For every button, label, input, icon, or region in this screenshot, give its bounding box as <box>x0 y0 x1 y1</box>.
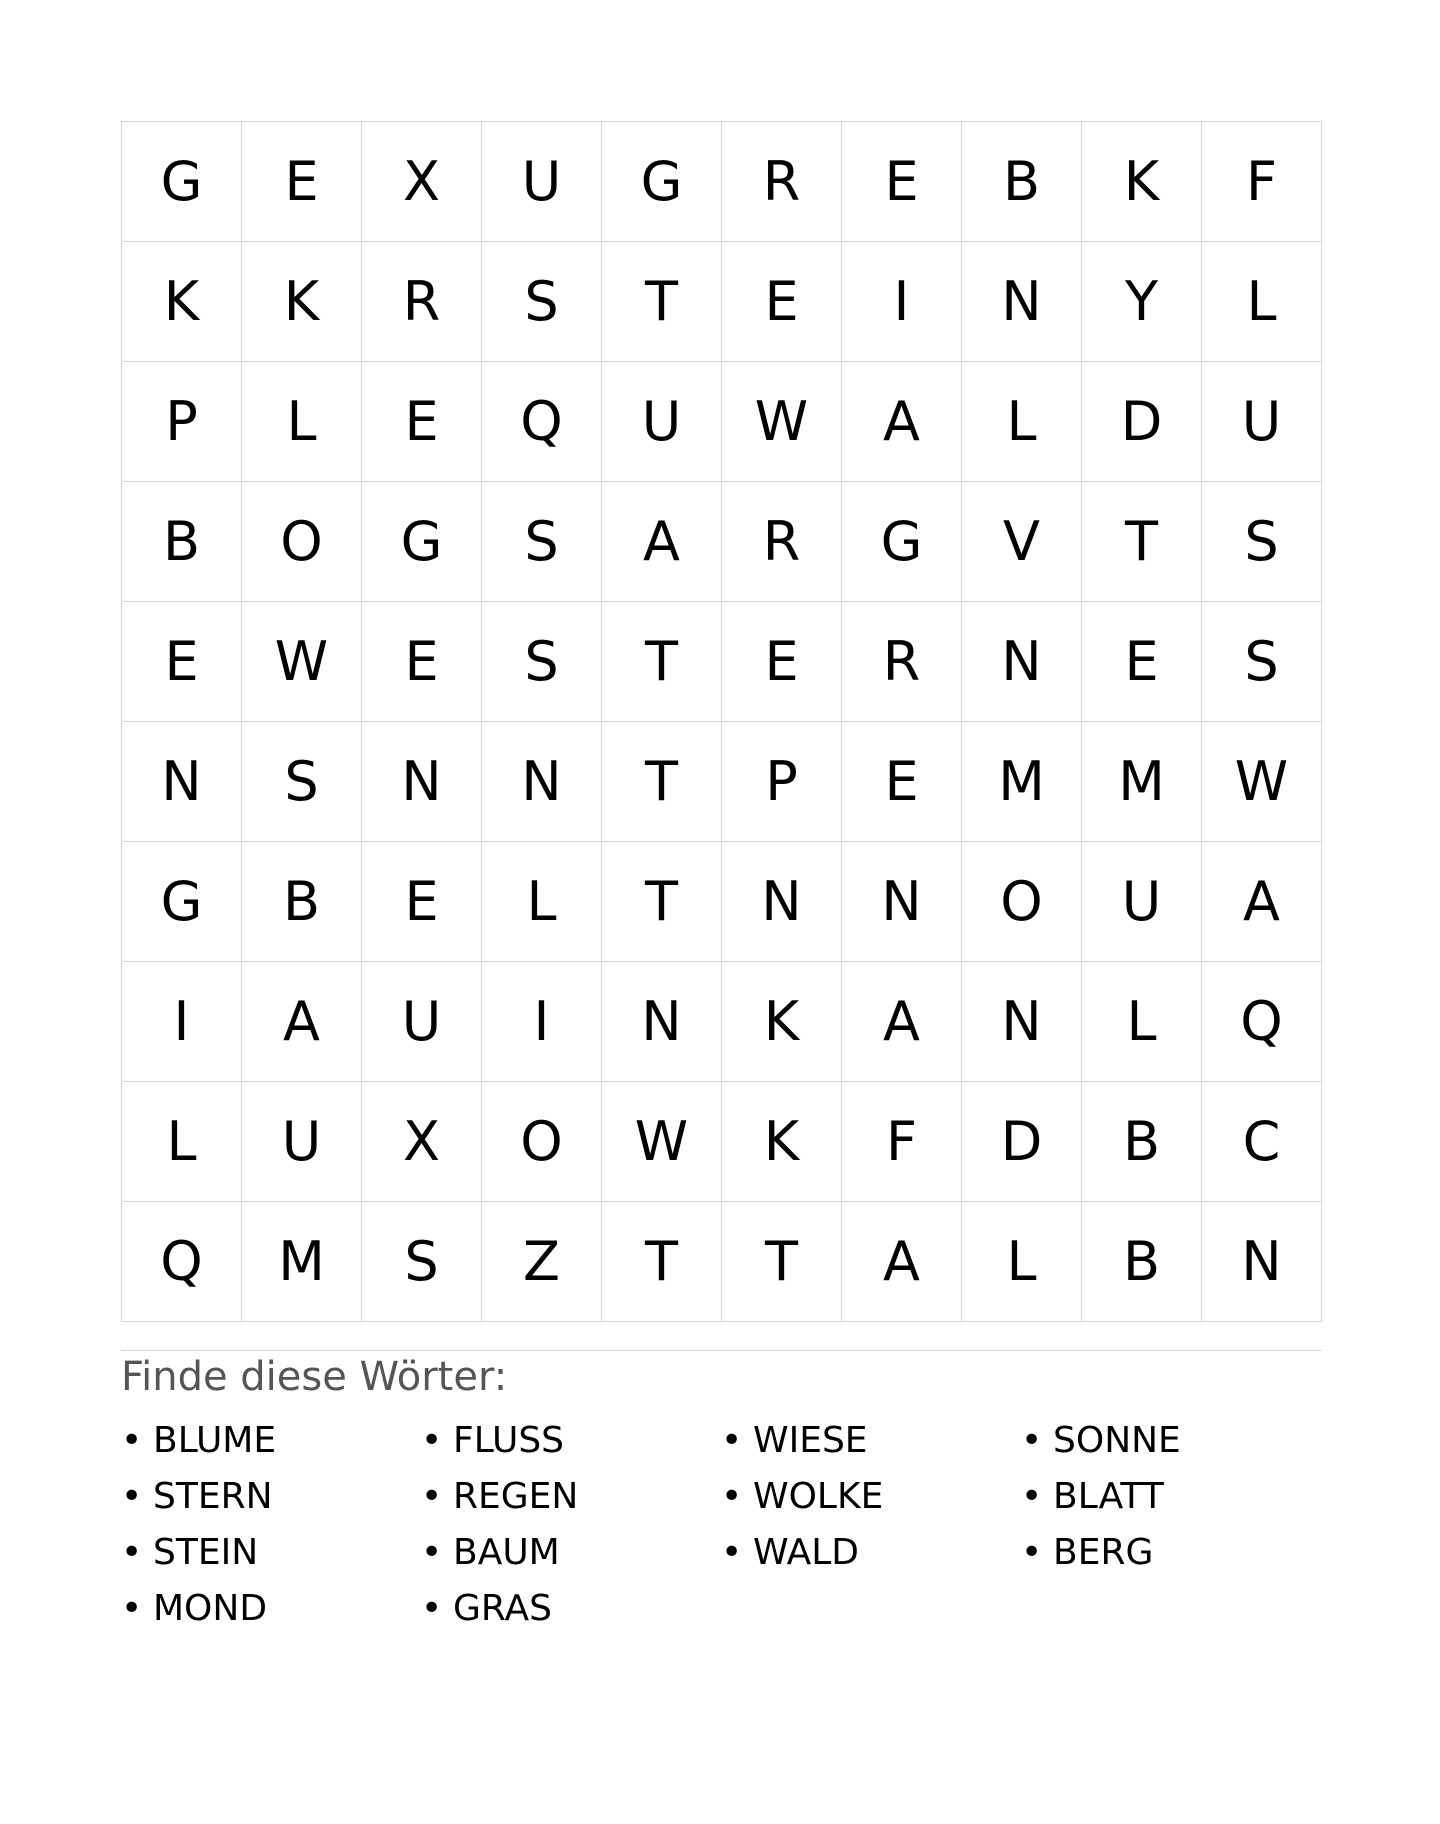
grid-cell[interactable]: G <box>602 122 722 242</box>
word-list-item <box>421 1525 560 1581</box>
grid-cell[interactable]: Q <box>1202 962 1322 1082</box>
grid-cell[interactable]: N <box>962 242 1082 362</box>
grid-cell[interactable]: C <box>1202 1082 1322 1202</box>
grid-cell[interactable]: X <box>362 1082 482 1202</box>
word-list-item <box>721 1413 868 1469</box>
word-list-item <box>721 1469 883 1525</box>
bullet-icon: • <box>1021 1476 1043 1517</box>
grid-cell[interactable]: A <box>1202 842 1322 962</box>
grid-cell[interactable]: A <box>842 962 962 1082</box>
grid-cell[interactable]: P <box>122 362 242 482</box>
word-label: STERN <box>153 1476 273 1517</box>
word-label: WALD <box>753 1532 860 1573</box>
grid-cell[interactable]: E <box>722 242 842 362</box>
grid-cell[interactable]: L <box>1082 962 1202 1082</box>
word-list-item <box>1021 1525 1153 1581</box>
word-label: MOND <box>153 1588 268 1629</box>
grid-cell[interactable]: K <box>1082 122 1202 242</box>
word-label: SONNE <box>1053 1420 1181 1461</box>
grid-cell[interactable]: T <box>602 842 722 962</box>
grid-cell[interactable]: U <box>602 362 722 482</box>
grid-cell[interactable]: Q <box>482 362 602 482</box>
grid-cell[interactable]: G <box>362 482 482 602</box>
word-list-item <box>421 1581 552 1637</box>
bullet-icon: • <box>121 1532 143 1573</box>
grid-cell[interactable]: P <box>722 722 842 842</box>
grid-cell[interactable]: R <box>842 602 962 722</box>
grid-cell[interactable]: M <box>1082 722 1202 842</box>
grid-cell[interactable]: N <box>482 722 602 842</box>
grid-cell[interactable]: B <box>122 482 242 602</box>
bullet-icon: • <box>1021 1532 1043 1573</box>
word-list-item <box>121 1469 273 1525</box>
grid-cell[interactable]: I <box>842 242 962 362</box>
grid-cell[interactable]: S <box>242 722 362 842</box>
grid-cell[interactable]: N <box>122 722 242 842</box>
grid-cell[interactable]: E <box>722 602 842 722</box>
word-list-item <box>421 1469 578 1525</box>
word-list-item <box>1021 1469 1164 1525</box>
bullet-icon: • <box>421 1588 443 1629</box>
grid-cell[interactable]: M <box>242 1202 362 1322</box>
grid-cell[interactable]: B <box>962 122 1082 242</box>
grid-cell[interactable]: B <box>242 842 362 962</box>
grid-cell[interactable]: U <box>362 962 482 1082</box>
grid-cell[interactable]: T <box>602 242 722 362</box>
word-list-item <box>121 1525 258 1581</box>
grid-cell[interactable]: S <box>482 602 602 722</box>
bullet-icon: • <box>421 1476 443 1517</box>
grid-cell[interactable]: E <box>122 602 242 722</box>
grid-cell[interactable]: Z <box>482 1202 602 1322</box>
grid-cell[interactable]: S <box>482 242 602 362</box>
grid-cell[interactable]: Q <box>122 1202 242 1322</box>
grid-cell[interactable]: F <box>842 1082 962 1202</box>
grid-cell[interactable]: L <box>962 362 1082 482</box>
grid-cell[interactable]: E <box>362 362 482 482</box>
word-list-item <box>121 1581 267 1637</box>
grid-cell[interactable]: L <box>1202 242 1322 362</box>
grid-cell[interactable]: S <box>362 1202 482 1322</box>
bullet-icon: • <box>121 1420 143 1461</box>
grid-cell[interactable]: T <box>602 602 722 722</box>
word-label: FLUSS <box>453 1420 565 1461</box>
grid-cell[interactable]: T <box>602 1202 722 1322</box>
grid-cell[interactable]: N <box>962 602 1082 722</box>
word-list-item <box>721 1525 859 1581</box>
grid-cell[interactable]: G <box>842 482 962 602</box>
grid-cell[interactable]: S <box>482 482 602 602</box>
grid-cell[interactable]: U <box>242 1082 362 1202</box>
grid-cell[interactable]: I <box>122 962 242 1082</box>
grid-cell[interactable]: A <box>242 962 362 1082</box>
grid-cell[interactable]: E <box>362 602 482 722</box>
grid-cell[interactable]: Y <box>1082 242 1202 362</box>
bullet-icon: • <box>421 1420 443 1461</box>
grid-cell[interactable]: V <box>962 482 1082 602</box>
grid-cell[interactable]: K <box>722 1082 842 1202</box>
bullet-icon: • <box>721 1532 743 1573</box>
grid-cell[interactable]: I <box>482 962 602 1082</box>
word-label: GRAS <box>453 1588 552 1629</box>
word-list-item <box>421 1413 564 1469</box>
bullet-icon: • <box>1021 1420 1043 1461</box>
word-list <box>121 1413 1321 1643</box>
word-label: BLUME <box>153 1420 277 1461</box>
grid-cell[interactable]: K <box>722 962 842 1082</box>
grid-cell[interactable]: O <box>242 482 362 602</box>
grid-cell[interactable]: U <box>482 122 602 242</box>
grid-cell[interactable]: O <box>962 842 1082 962</box>
word-list-item <box>121 1413 276 1469</box>
grid-cell[interactable]: W <box>722 362 842 482</box>
grid-cell[interactable]: L <box>962 1202 1082 1322</box>
grid-cell[interactable]: E <box>1082 602 1202 722</box>
grid-cell[interactable]: G <box>122 842 242 962</box>
grid-cell[interactable]: W <box>242 602 362 722</box>
grid-cell[interactable]: O <box>482 1082 602 1202</box>
grid-cell[interactable]: U <box>1202 362 1322 482</box>
grid-cell[interactable]: L <box>122 1082 242 1202</box>
bullet-icon: • <box>721 1476 743 1517</box>
grid-cell[interactable]: A <box>602 482 722 602</box>
grid-cell[interactable]: L <box>242 362 362 482</box>
grid-cell[interactable]: E <box>842 122 962 242</box>
grid-cell[interactable]: N <box>602 962 722 1082</box>
word-label: WIESE <box>753 1420 868 1461</box>
grid-cell[interactable]: E <box>842 722 962 842</box>
grid-cell[interactable]: F <box>1202 122 1322 242</box>
grid-cell[interactable]: X <box>362 122 482 242</box>
word-label: BLATT <box>1053 1476 1164 1517</box>
grid-cell[interactable]: W <box>1202 722 1322 842</box>
grid-cell[interactable]: B <box>1082 1202 1202 1322</box>
divider <box>121 1350 1322 1351</box>
grid-cell[interactable]: N <box>962 962 1082 1082</box>
grid-cell[interactable]: R <box>722 482 842 602</box>
grid-cell[interactable]: N <box>842 842 962 962</box>
word-list-title: Finde diese Wörter: <box>121 1354 508 1400</box>
grid-cell[interactable]: N <box>1202 1202 1322 1322</box>
grid-cell[interactable]: T <box>602 722 722 842</box>
grid-cell[interactable]: E <box>242 122 362 242</box>
grid-cell[interactable]: E <box>362 842 482 962</box>
grid-cell[interactable]: A <box>842 1202 962 1322</box>
grid-cell[interactable]: D <box>1082 362 1202 482</box>
bullet-icon: • <box>121 1588 143 1629</box>
word-list-item <box>1021 1413 1181 1469</box>
word-label: STEIN <box>153 1532 259 1573</box>
grid-cell[interactable]: N <box>362 722 482 842</box>
grid-cell[interactable]: U <box>1082 842 1202 962</box>
grid-cell[interactable]: N <box>722 842 842 962</box>
bullet-icon: • <box>721 1420 743 1461</box>
letter-grid <box>121 121 1322 1322</box>
grid-cell[interactable]: S <box>1202 602 1322 722</box>
bullet-icon: • <box>121 1476 143 1517</box>
word-label: REGEN <box>453 1476 579 1517</box>
grid-cell[interactable]: T <box>1082 482 1202 602</box>
grid-cell[interactable]: M <box>962 722 1082 842</box>
grid-cell[interactable]: R <box>362 242 482 362</box>
grid-cell[interactable]: S <box>1202 482 1322 602</box>
grid-cell[interactable]: B <box>1082 1082 1202 1202</box>
grid-cell[interactable]: W <box>602 1082 722 1202</box>
grid-cell[interactable]: K <box>122 242 242 362</box>
grid-cell[interactable]: D <box>962 1082 1082 1202</box>
word-label: WOLKE <box>753 1476 884 1517</box>
grid-cell[interactable]: T <box>722 1202 842 1322</box>
grid-cell[interactable]: L <box>482 842 602 962</box>
word-label: BAUM <box>453 1532 560 1573</box>
grid-cell[interactable]: A <box>842 362 962 482</box>
bullet-icon: • <box>421 1532 443 1573</box>
grid-cell[interactable]: G <box>122 122 242 242</box>
grid-cell[interactable]: R <box>722 122 842 242</box>
grid-cell[interactable]: K <box>242 242 362 362</box>
word-label: BERG <box>1053 1532 1154 1573</box>
